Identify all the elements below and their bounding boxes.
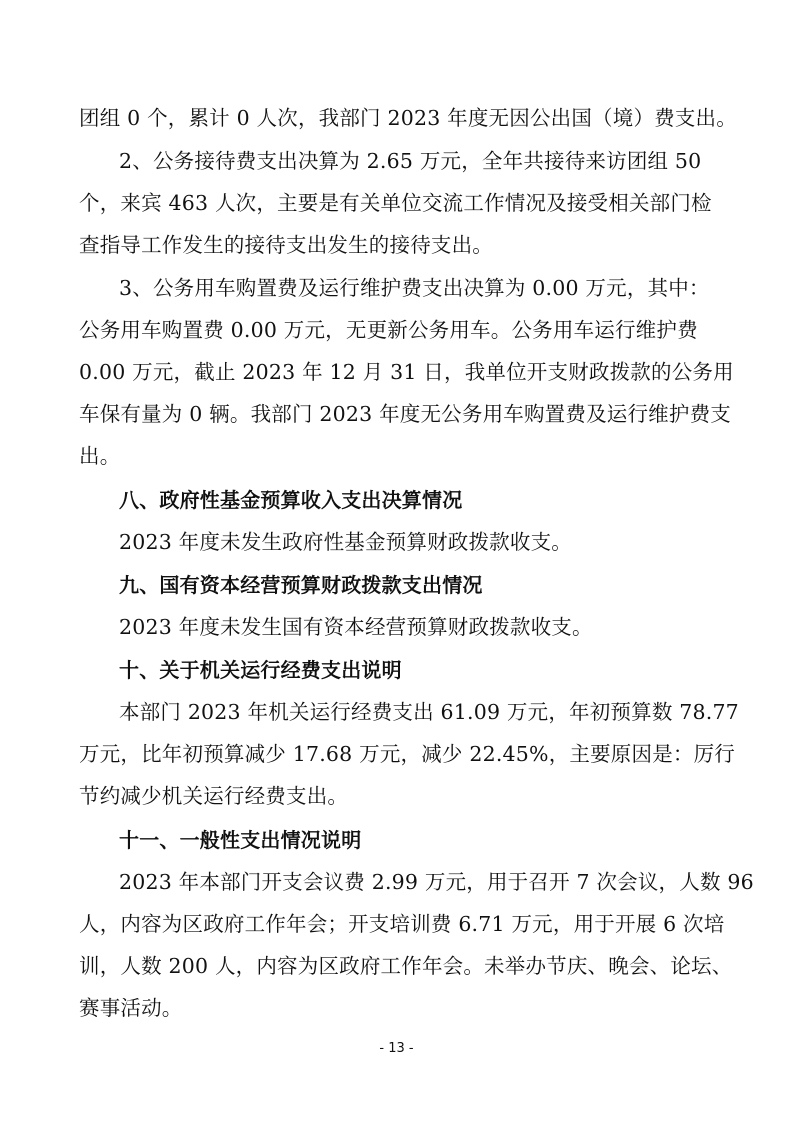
body-text-line: 公务用车购置费 0.00 万元，无更新公务用车。公务用车运行维护费 [79, 318, 698, 342]
body-text-line: 2023 年本部门开支会议费 2.99 万元，用于召开 7 次会议，人数 96 [119, 870, 754, 894]
body-text-line: 团组 0 个，累计 0 人次，我部门 2023 年度无因公出国（境）费支出。 [79, 106, 737, 130]
page-number: - 13 - [379, 1041, 414, 1056]
body-text-line: 查指导工作发生的接待支出发生的接待支出。 [79, 233, 493, 257]
body-text-line: 万元，比年初预算减少 17.68 万元，减少 22.45%，主要原因是：厉行 [79, 742, 736, 766]
body-text-line: 2023 年度未发生政府性基金预算财政拨款收支。 [119, 530, 572, 554]
body-text-line: 人，内容为区政府工作年会；开支培训费 6.71 万元，用于开展 6 次培 [79, 912, 725, 936]
body-text-line: 3、公务用车购置费及运行维护费支出决算为 0.00 万元，其中： [119, 276, 710, 300]
body-text-line: 车保有量为 0 辆。我部门 2023 年度无公务用车购置费及运行维护费支 [79, 402, 731, 426]
body-text-line: 个，来宾 463 人次，主要是有关单位交流工作情况及接受相关部门检 [79, 191, 712, 215]
body-text-line: 0.00 万元，截止 2023 年 12 月 31 日，我单位开支财政拨款的公务用 [79, 360, 734, 384]
body-text-line: 赛事活动。 [79, 996, 183, 1020]
body-text-line: 2、公务接待费支出决算为 2.65 万元，全年共接待来访团组 50 [119, 149, 702, 173]
body-text-line: 节约减少机关运行经费支出。 [79, 784, 349, 808]
section-heading: 十一、一般性支出情况说明 [119, 828, 362, 852]
body-text-line: 训，人数 200 人，内容为区政府工作年会。未举办节庆、晚会、论坛、 [79, 954, 733, 978]
section-heading: 九、国有资本经营预算财政拨款支出情况 [119, 573, 483, 597]
body-text-line: 2023 年度未发生国有资本经营预算财政拨款收支。 [119, 615, 593, 639]
body-text-line: 本部门 2023 年机关运行经费支出 61.09 万元，年初预算数 78.77 [119, 700, 739, 724]
body-text-line: 出。 [79, 444, 121, 468]
section-heading: 十、关于机关运行经费支出说明 [119, 658, 402, 682]
section-heading: 八、政府性基金预算收入支出决算情况 [119, 488, 463, 512]
